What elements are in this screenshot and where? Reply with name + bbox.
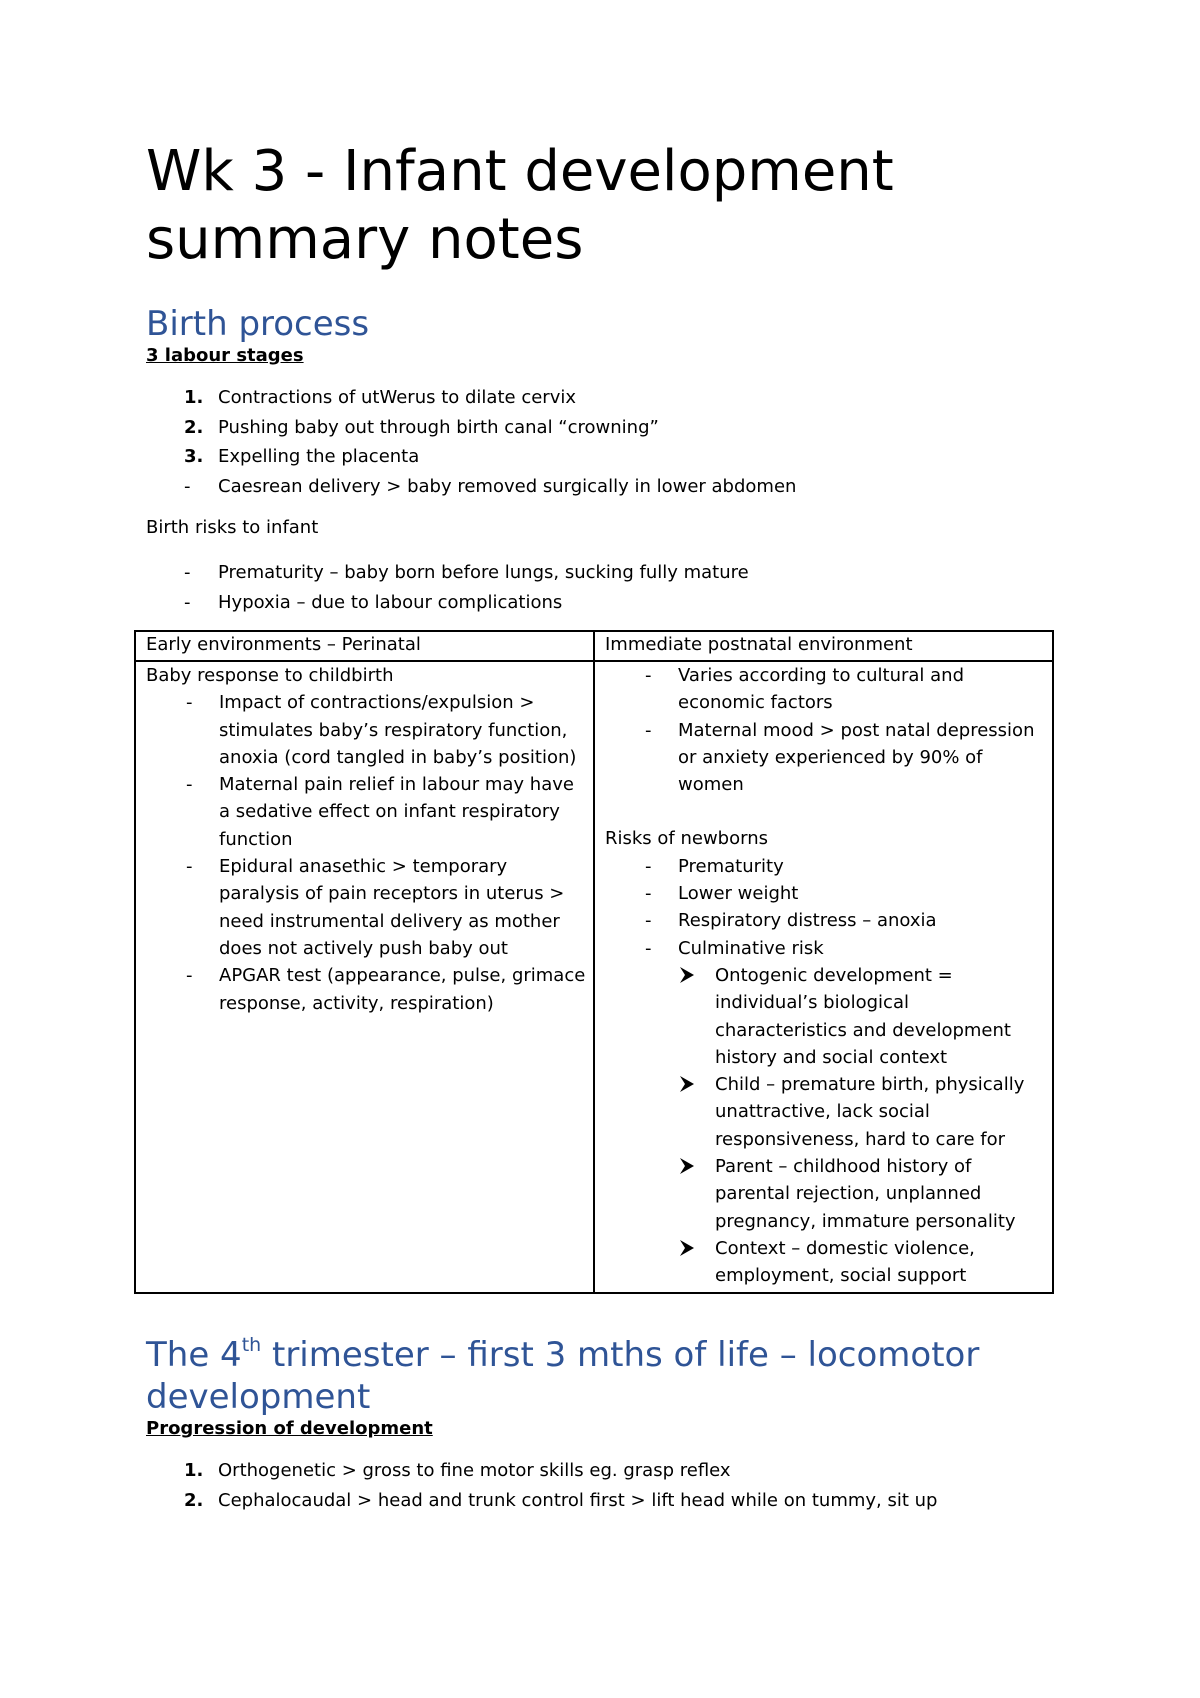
- list-item: [146, 853, 587, 962]
- list-item-text: APGAR test (appearance, pulse, grimace response, activity, respiration): [219, 965, 586, 1014]
- birth-risks-heading: Birth risks to infant: [146, 517, 319, 538]
- sub-list-item: [678, 962, 1046, 1071]
- list-item-text: Prematurity – baby born before lungs, sucking fully mature: [218, 562, 749, 583]
- list-item-text: Contractions of utWerus to dilate cervix: [218, 387, 576, 408]
- sub-list-item: [678, 1071, 1046, 1153]
- arrowhead-bullet-icon: [678, 1157, 696, 1175]
- list-item: [146, 1456, 1056, 1486]
- list-item: [146, 558, 1056, 588]
- birth-process-heading: Birth process: [146, 304, 370, 344]
- postnatal-cell: [594, 661, 1053, 1293]
- list-item: [605, 907, 1046, 934]
- list-marker: -: [645, 937, 652, 959]
- list-item-text: Prematurity: [678, 855, 784, 877]
- list-item-text: Maternal pain relief in labour may have a sedative effect on infant respiratory function: [219, 774, 574, 850]
- progression-heading: Progression of development: [146, 1418, 433, 1439]
- perinatal-intro: Baby response to childbirth: [146, 665, 394, 686]
- table-header-row: [135, 631, 1053, 661]
- list-item-text: Orthogenetic > gross to fine motor skills eg. grasp reflex: [218, 1460, 731, 1481]
- list-marker: -: [186, 692, 193, 714]
- list-marker: -: [184, 475, 191, 497]
- list-marker: -: [184, 562, 191, 583]
- list-item-text: Expelling the placenta: [218, 446, 420, 467]
- arrowhead-bullet-icon: [678, 966, 696, 984]
- list-item-text: Pushing baby out through birth canal “crowning”: [218, 416, 659, 438]
- list-item: [146, 1486, 1056, 1516]
- perinatal-cell: [135, 661, 594, 1293]
- list-marker: 2.: [184, 1489, 204, 1511]
- document-page: [146, 138, 1056, 1515]
- list-item: [605, 717, 1046, 799]
- list-marker: -: [184, 591, 191, 613]
- list-item: [146, 383, 1056, 413]
- newborn-risks-list: [605, 853, 1046, 1290]
- list-item: [605, 880, 1046, 907]
- spacer: [605, 798, 1046, 825]
- table-header-postnatal: Immediate postnatal environment: [594, 631, 1053, 661]
- sub-list-item-text: Parent – childhood history of parental rejection, unplanned pregnancy, immature personality: [715, 1156, 1016, 1232]
- environments-table: [134, 630, 1054, 1294]
- sub-list-item-text: Ontogenic development = individual’s biological characteristics and development history and social context: [715, 964, 1011, 1068]
- list-marker: -: [645, 665, 652, 686]
- list-item-text: Respiratory distress – anoxia: [678, 910, 937, 932]
- document-title: Wk 3 - Infant development summary notes: [146, 139, 894, 272]
- labour-stages-heading: 3 labour stages: [146, 345, 304, 366]
- list-item-text: Lower weight: [678, 883, 799, 905]
- perinatal-list: [146, 689, 587, 1017]
- list-marker: 1.: [184, 1460, 204, 1481]
- list-item: [605, 662, 1046, 717]
- list-marker: 1.: [184, 387, 204, 408]
- list-item-text: Culminative risk: [678, 937, 824, 959]
- labour-stages-list: [146, 383, 1056, 501]
- sub-list-item-text: Context – domestic violence, employment, social support: [715, 1237, 975, 1287]
- birth-risks-list: [146, 558, 1056, 617]
- trimester-heading-sup: th: [241, 1334, 262, 1356]
- list-item: [146, 771, 587, 853]
- postnatal-list: [605, 662, 1046, 798]
- list-item-text: Varies according to cultural and economic factors: [678, 665, 965, 714]
- newborn-risks-intro: Risks of newborns: [605, 828, 768, 850]
- sub-list-item: [678, 1235, 1046, 1290]
- list-item-text: Impact of contractions/expulsion > stimulates baby’s respiratory function, anoxia (cord tangled in baby’s position): [219, 692, 577, 768]
- list-item: [146, 962, 587, 1017]
- list-item: [146, 442, 1056, 472]
- list-marker: 2.: [184, 416, 204, 438]
- sub-list-item: [678, 1153, 1046, 1235]
- list-marker: -: [645, 910, 652, 932]
- progression-list: [146, 1456, 1056, 1515]
- list-item: [146, 413, 1056, 443]
- list-marker: -: [645, 855, 652, 877]
- list-marker: -: [645, 883, 652, 905]
- culminative-risk-sublist: [678, 962, 1046, 1290]
- list-marker: -: [186, 774, 193, 796]
- list-item: [605, 853, 1046, 880]
- list-item: [146, 472, 1056, 502]
- list-item: [146, 689, 587, 771]
- table-row: [135, 661, 1053, 1293]
- sub-list-item-text: Child – premature birth, physically unattractive, lack social responsiveness, hard to care for: [715, 1074, 1025, 1150]
- list-marker: -: [645, 719, 652, 741]
- list-item-text: Hypoxia – due to labour complications: [218, 591, 563, 613]
- trimester-heading-post: trimester – first 3 mths of life – locomotor development: [146, 1335, 980, 1417]
- list-item-text: Epidural anasethic > temporary paralysis of pain receptors in uterus > need instrumental delivery as mother does not actively push baby out: [219, 856, 565, 959]
- list-item: [605, 935, 1046, 1290]
- table-header-perinatal: Early environments – Perinatal: [135, 631, 594, 661]
- trimester-heading-pre: The 4: [146, 1335, 242, 1375]
- list-marker: -: [186, 965, 193, 987]
- trimester-heading: [146, 1334, 1056, 1418]
- list-item-text: Cephalocaudal > head and trunk control first > lift head while on tummy, sit up: [218, 1489, 938, 1511]
- list-marker: 3.: [184, 446, 204, 467]
- list-item: [146, 588, 1056, 618]
- list-item-text: Maternal mood > post natal depression or anxiety experienced by 90% of women: [678, 719, 1035, 796]
- list-item-text: Caesrean delivery > baby removed surgically in lower abdomen: [218, 475, 797, 497]
- arrowhead-bullet-icon: [678, 1239, 696, 1257]
- list-marker: -: [186, 856, 193, 878]
- arrowhead-bullet-icon: [678, 1075, 696, 1093]
